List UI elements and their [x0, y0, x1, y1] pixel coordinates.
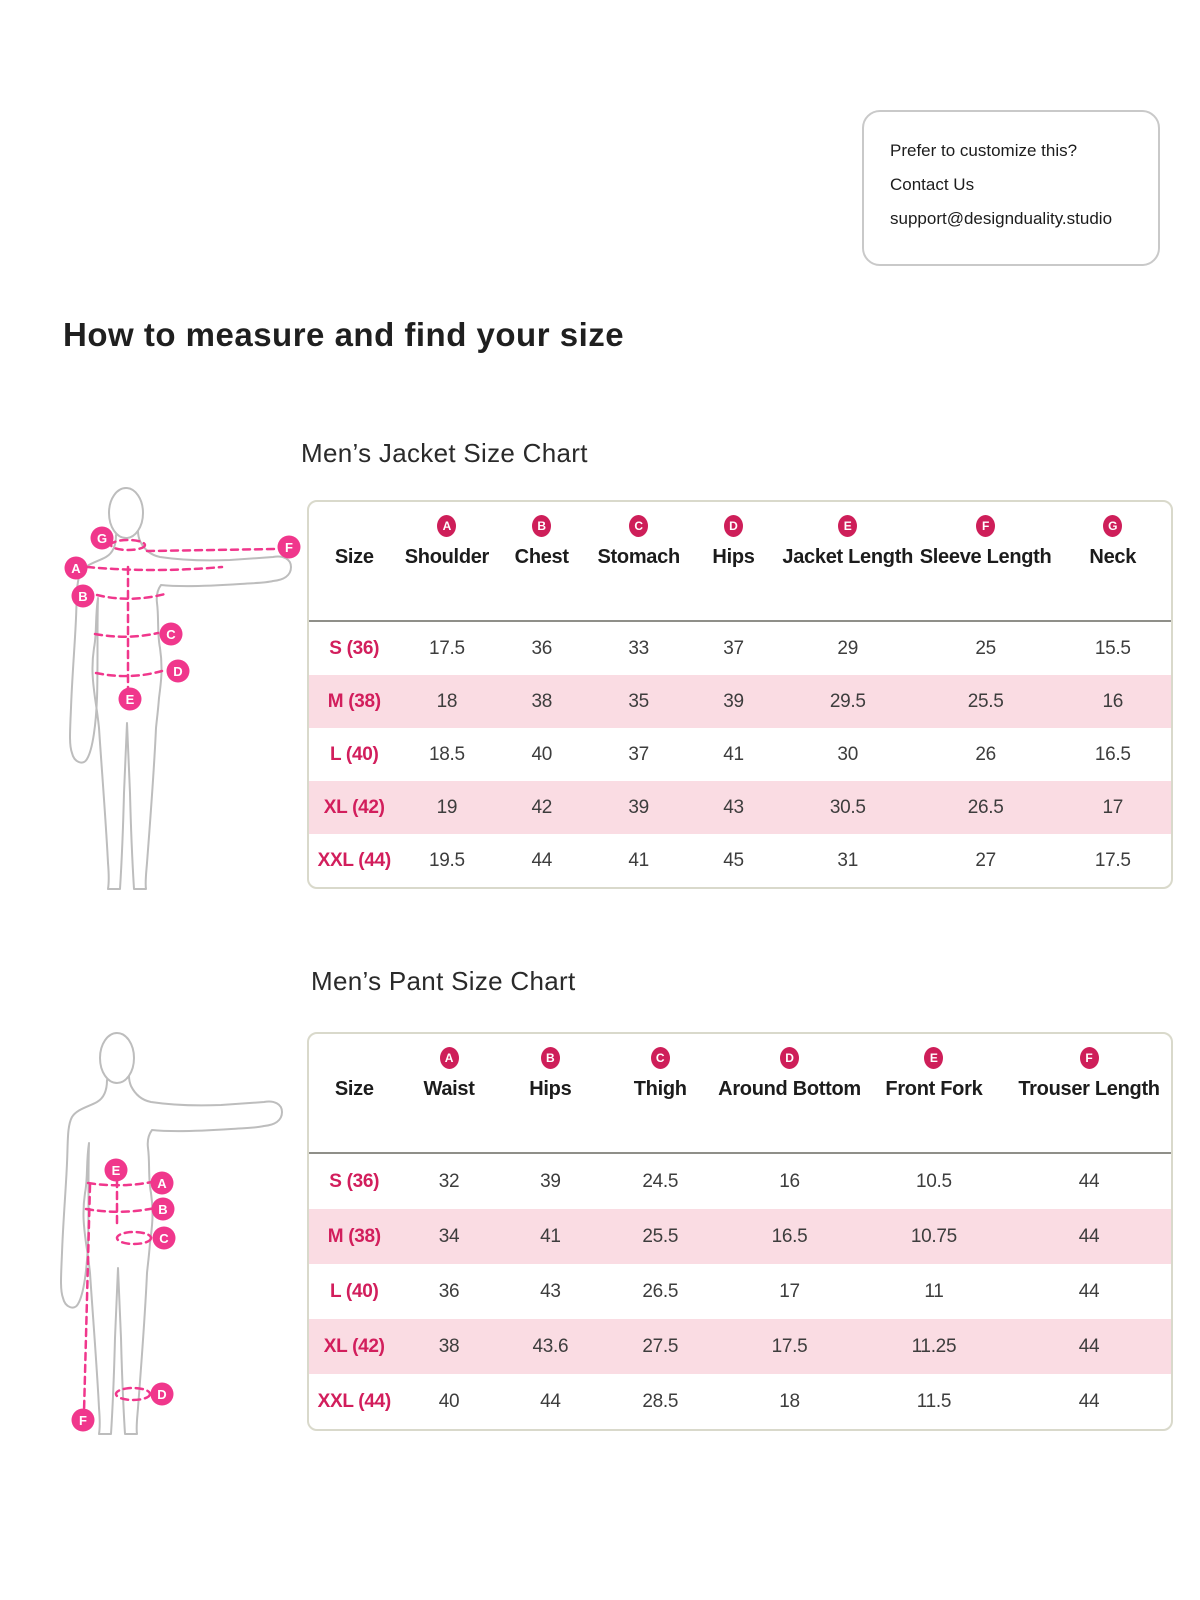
size-label: M (38): [327, 690, 381, 712]
size-label: S (36): [329, 637, 380, 659]
size-row-xxl: [309, 834, 1171, 887]
measurement-value: 36: [438, 1280, 460, 1302]
column-header-jacket-length: [779, 515, 917, 620]
measurement-value: 27.5: [642, 1335, 679, 1357]
measurement-value: 32: [438, 1170, 460, 1192]
measurement-value: 44: [1078, 1225, 1100, 1247]
measurement-value: 36: [531, 637, 552, 659]
measurement-value: 27: [975, 849, 996, 871]
support-email[interactable]: support@designduality.studio: [890, 209, 1113, 228]
jacket-chart-title: Men’s Jacket Size Chart: [301, 438, 588, 468]
column-label: Chest: [514, 546, 569, 568]
svg-text:B: B: [158, 1202, 168, 1217]
column-label: Size: [334, 1078, 374, 1100]
svg-text:C: C: [166, 627, 176, 642]
measurement-value: 24.5: [642, 1170, 679, 1192]
column-label: Stomach: [597, 546, 680, 568]
svg-text:B: B: [78, 589, 88, 604]
column-label: Hips: [529, 1078, 572, 1100]
size-row-xl: [309, 1319, 1171, 1374]
measure-badge-e: E: [838, 515, 857, 537]
size-label: S (36): [329, 1170, 380, 1192]
svg-text:F: F: [79, 1413, 87, 1428]
jacket-table-body: [309, 622, 1171, 887]
size-row-m: [309, 1209, 1171, 1264]
waist-measure-line: [88, 1182, 152, 1185]
column-label: Jacket Length: [782, 546, 913, 568]
size-row-m: [309, 675, 1171, 728]
figure-badge-e: [105, 1159, 128, 1182]
measurement-value: 28.5: [642, 1390, 679, 1412]
jacket-size-table: [307, 500, 1173, 889]
measurement-value: 34: [438, 1225, 460, 1247]
column-header-shoulder: [400, 515, 495, 620]
measure-badge-c: C: [629, 515, 648, 537]
measurement-value: 10.5: [916, 1170, 952, 1192]
size-row-l: [309, 728, 1171, 781]
size-label: XL (42): [323, 796, 385, 818]
measurement-value: 38: [438, 1335, 460, 1357]
size-row-s: [309, 622, 1171, 675]
size-row-l: [309, 1264, 1171, 1319]
figure-body-outline: [61, 1076, 282, 1434]
size-label: XXL (44): [317, 1390, 391, 1412]
measurement-value: 10.75: [910, 1225, 957, 1247]
measure-badge-f: F: [976, 515, 995, 537]
column-label: Shoulder: [404, 546, 490, 568]
column-label: Front Fork: [885, 1078, 983, 1100]
measure-badge-a: A: [437, 515, 456, 537]
column-header-chest: [494, 515, 589, 620]
figure-badge-b: [152, 1198, 175, 1221]
svg-text:D: D: [173, 664, 183, 679]
measurement-value: 30.5: [829, 796, 866, 818]
measurement-value: 25.5: [642, 1225, 679, 1247]
figure-body-outline: [70, 531, 291, 889]
svg-text:A: A: [71, 561, 81, 576]
measure-badge-d: D: [780, 1047, 799, 1069]
measure-badge-c: C: [651, 1047, 670, 1069]
jacket-table-header: [309, 502, 1171, 622]
measurement-value: 18: [779, 1390, 800, 1412]
measurement-value: 11: [924, 1280, 944, 1302]
figure-badge-g: [91, 527, 114, 550]
contact-us-label: Contact Us: [890, 175, 975, 194]
measurement-value: 43.6: [532, 1335, 569, 1357]
svg-text:G: G: [96, 531, 108, 546]
pant-table-body: [309, 1154, 1171, 1429]
size-row-xxl: [309, 1374, 1171, 1429]
measurement-value: 39: [628, 796, 649, 818]
svg-text:C: C: [159, 1231, 169, 1246]
measurement-value: 31: [837, 849, 858, 871]
size-row-s: [309, 1154, 1171, 1209]
measurement-value: 26: [975, 743, 996, 765]
column-header-thigh: [602, 1047, 718, 1152]
column-header-trouser-length: [1007, 1047, 1171, 1152]
column-header-hips: [499, 1047, 602, 1152]
measurement-value: 19.5: [429, 849, 465, 871]
measurement-value: 44: [540, 1390, 561, 1412]
measurement-value: 11.5: [916, 1390, 952, 1412]
column-header-around-bottom: [718, 1047, 860, 1152]
measurement-value: 26.5: [642, 1280, 679, 1302]
svg-text:E: E: [125, 692, 135, 707]
measurement-value: 29: [837, 637, 858, 659]
measurement-value: 44: [1078, 1335, 1100, 1357]
measure-badge-f: F: [1080, 1047, 1099, 1069]
measurement-value: 16.5: [1094, 743, 1131, 765]
sleeve-measure-line: [147, 549, 276, 551]
column-label: Size: [334, 546, 374, 568]
measurement-value: 29.5: [829, 690, 866, 712]
around-bottom-measure-line: [116, 1388, 150, 1400]
column-header-stomach: [589, 515, 688, 620]
figure-badge-d: [151, 1383, 174, 1406]
column-header-sleeve-length: [917, 515, 1055, 620]
column-header-size: [309, 1047, 400, 1152]
column-header-size: [309, 515, 400, 620]
measurement-value: 18.5: [429, 743, 465, 765]
measurement-value: 18: [436, 690, 458, 712]
pant-size-table: [307, 1032, 1173, 1431]
jacket-measurement-figure: [50, 483, 302, 895]
neck-measure-line: [111, 540, 145, 550]
measurement-value: 43: [723, 796, 744, 818]
column-label: Trouser Length: [1018, 1078, 1160, 1100]
size-label: XL (42): [323, 1335, 385, 1357]
figure-badge-d: [167, 660, 190, 683]
figure-badge-f: [278, 536, 301, 559]
figure-badge-e: [119, 688, 142, 711]
measurement-value: 44: [1078, 1390, 1100, 1412]
column-label: Sleeve Length: [919, 546, 1052, 568]
column-label: Thigh: [633, 1078, 687, 1100]
measurement-value: 44: [531, 849, 552, 871]
measurement-value: 17.5: [1094, 849, 1131, 871]
contact-card: [862, 110, 1160, 266]
measurement-value: 15.5: [1094, 637, 1131, 659]
measure-badge-a: A: [440, 1047, 459, 1069]
column-header-front-fork: [861, 1047, 1008, 1152]
size-label: XXL (44): [317, 849, 391, 871]
column-label: Neck: [1089, 546, 1137, 568]
column-header-hips: [688, 515, 779, 620]
figure-badge-b: [72, 585, 95, 608]
measurement-value: 42: [531, 796, 552, 818]
measure-badge-d: D: [724, 515, 743, 537]
stomach-measure-line: [95, 633, 158, 637]
measurement-value: 39: [723, 690, 744, 712]
measurement-value: 41: [540, 1225, 561, 1247]
svg-text:D: D: [157, 1387, 167, 1402]
svg-text:A: A: [157, 1176, 167, 1191]
measurement-value: 39: [540, 1170, 561, 1192]
measurement-value: 17: [779, 1280, 800, 1302]
figure-badge-c: [160, 623, 183, 646]
figure-badge-a: [65, 557, 88, 580]
contact-card-question: Prefer to customize this?: [890, 141, 1078, 160]
measurement-value: 44: [1078, 1280, 1100, 1302]
size-row-xl: [309, 781, 1171, 834]
figure-badge-c: [153, 1227, 176, 1250]
measurement-value: 41: [723, 743, 744, 765]
measurement-value: 45: [723, 849, 744, 871]
measurement-value: 16: [779, 1170, 800, 1192]
measurement-value: 17.5: [771, 1335, 808, 1357]
page-title: How to measure and find your size: [63, 316, 625, 353]
shoulder-measure-line: [87, 567, 222, 570]
svg-text:F: F: [285, 540, 293, 555]
column-label: Around Bottom: [718, 1078, 861, 1100]
measurement-value: 35: [628, 690, 649, 712]
measure-badge-g: G: [1103, 515, 1122, 537]
measurement-value: 40: [438, 1390, 460, 1412]
measurement-value: 25.5: [967, 690, 1004, 712]
measure-badge-e: E: [924, 1047, 943, 1069]
measurement-value: 41: [628, 849, 649, 871]
figure-badge-a: [151, 1172, 174, 1195]
size-label: M (38): [327, 1225, 381, 1247]
figure-badge-f: [72, 1409, 95, 1432]
pant-chart-title: Men’s Pant Size Chart: [311, 966, 576, 996]
measurement-value: 16.5: [771, 1225, 808, 1247]
measurement-value: 16: [1102, 690, 1124, 712]
chest-measure-line: [97, 594, 165, 599]
measurement-value: 11.25: [911, 1335, 957, 1357]
column-header-neck: [1055, 515, 1171, 620]
measurement-value: 40: [531, 743, 552, 765]
measurement-value: 30: [837, 743, 858, 765]
measurement-value: 25: [975, 637, 996, 659]
measurement-value: 17.5: [429, 637, 465, 659]
size-label: L (40): [329, 743, 379, 765]
measurement-value: 38: [531, 690, 552, 712]
measure-badge-b: B: [532, 515, 551, 537]
measurement-value: 43: [540, 1280, 561, 1302]
measurement-value: 17: [1102, 796, 1124, 818]
hips-measure-line: [86, 1208, 155, 1212]
measurement-value: 44: [1078, 1170, 1100, 1192]
size-label: L (40): [329, 1280, 379, 1302]
thigh-measure-line: [117, 1232, 151, 1244]
measurement-value: 37: [723, 637, 744, 659]
column-label: Hips: [712, 546, 755, 568]
svg-text:E: E: [111, 1163, 121, 1178]
measurement-value: 26.5: [967, 796, 1004, 818]
measurement-value: 37: [628, 743, 649, 765]
column-header-waist: [400, 1047, 499, 1152]
measure-badge-b: B: [541, 1047, 560, 1069]
measurement-value: 33: [628, 637, 649, 659]
column-label: Waist: [423, 1078, 475, 1100]
pant-measurement-figure: [41, 1028, 293, 1448]
measurement-value: 19: [436, 796, 458, 818]
pant-table-header: [309, 1034, 1171, 1154]
